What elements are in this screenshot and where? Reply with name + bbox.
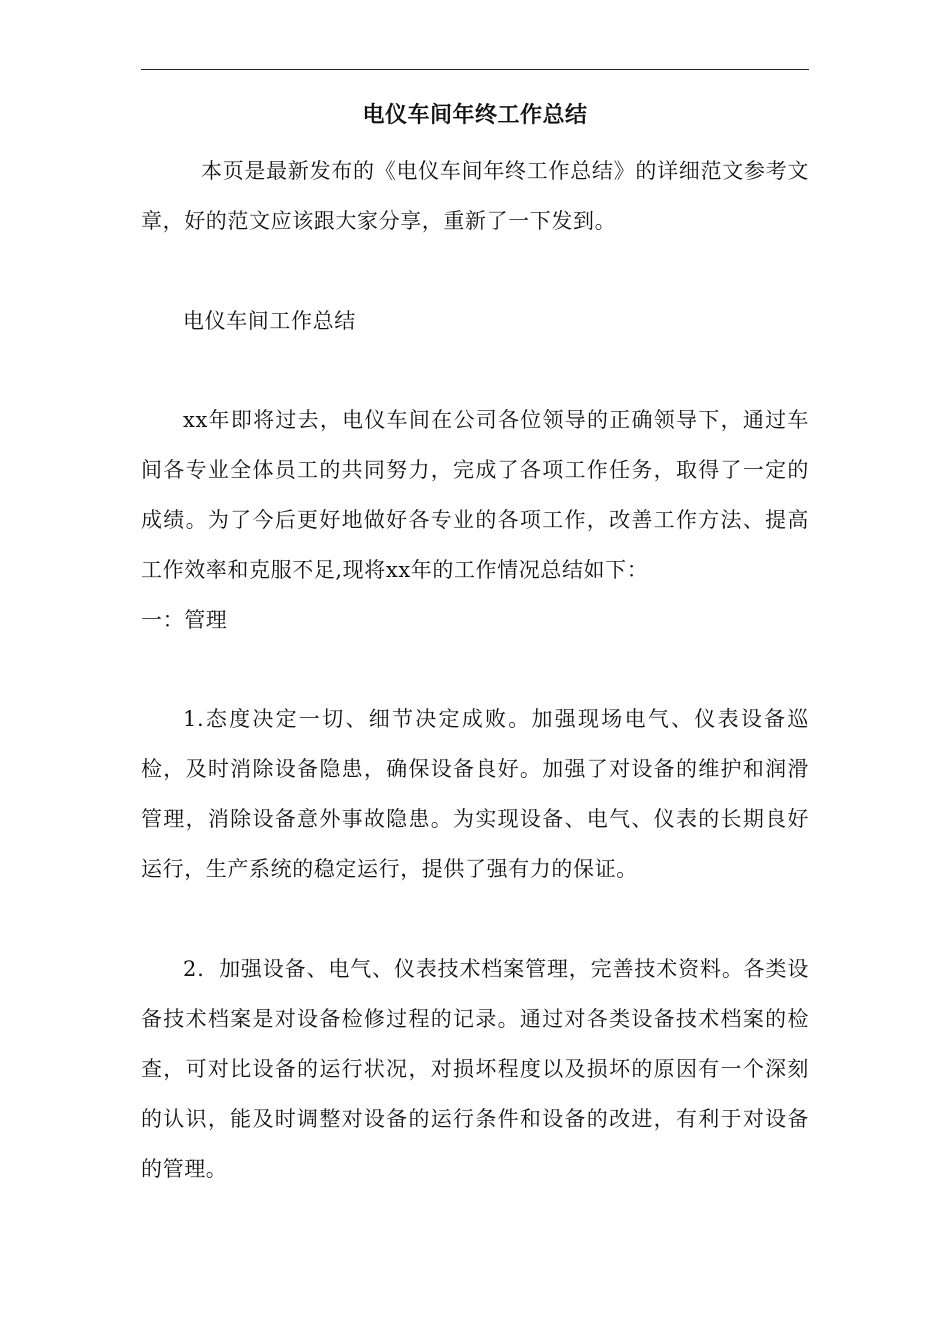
intro-paragraph: 本页是最新发布的《电仪车间年终工作总结》的详细范文参考文章，好的范文应该跟大家分享，重新了一下发到。 (141, 159, 809, 233)
management-item-2: 2．加强设备、电气、仪表技术档案管理，完善技术资料。各类设备技术档案是对设备检修过程的记录。通过对各类设备技术档案的检查，可对比设备的运行状况，对损坏程度以及损坏的原因有一个深刻的认识，能及时调整对设备的运行条件和设备的改进，有利于对设备的管理。 (141, 957, 809, 1181)
management-item-1: 1.态度决定一切、细节决定成败。加强现场电气、仪表设备巡检，及时消除设备隐患，确保设备良好。加强了对设备的维护和润滑管理，消除设备意外事故隐患。为实现设备、电气、仪表的长期良好运行，生产系统的稳定运行，提供了强有力的保证。 (141, 707, 809, 881)
section-heading-management: 一：管理 (141, 608, 228, 632)
header-rule (141, 69, 809, 70)
subtitle-paragraph: 电仪车间工作总结 (183, 309, 356, 333)
document-title: 电仪车间年终工作总结 (362, 102, 588, 128)
summary-paragraph: xx年即将过去，电仪车间在公司各位领导的正确领导下，通过车间各专业全体员工的共同努力，完成了各项工作任务，取得了一定的成绩。为了今后更好地做好各专业的各项工作，改善工作方法、提高工作效率和克服不足,现将xx年的工作情况总结如下： (141, 408, 809, 582)
